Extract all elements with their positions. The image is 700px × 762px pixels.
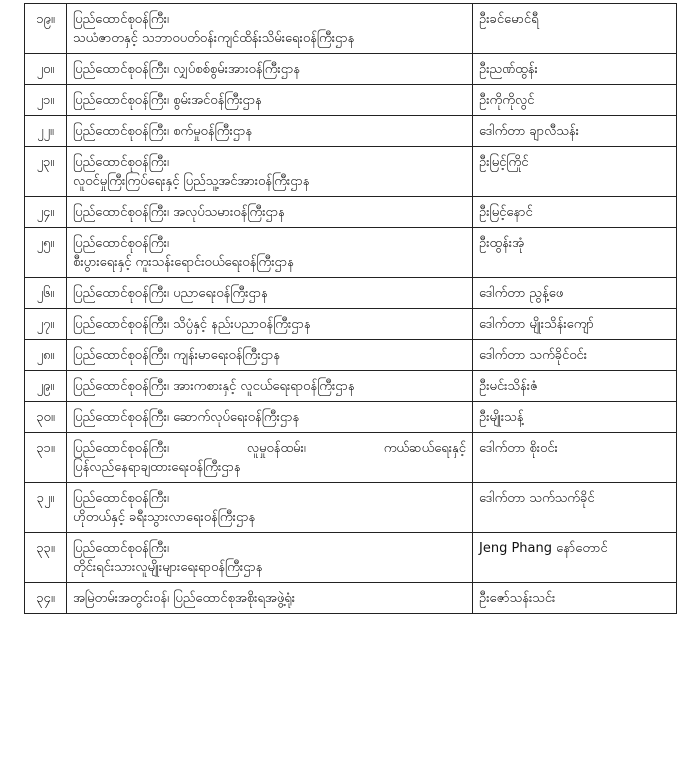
table-row xyxy=(25,483,677,533)
ministry-title xyxy=(67,116,473,147)
ministry-title xyxy=(67,433,473,483)
minister-name: ဒေါက်တာ သက်ခိုင်ဝင်း xyxy=(473,340,677,371)
ministry-title-line: တိုင်းရင်းသားလူမျိုးများရေးရာဝန်ကြီးဌာန xyxy=(73,560,263,575)
minister-name: ဦးညဏ်ထွန်း xyxy=(473,54,677,85)
ministers-table xyxy=(24,3,677,614)
table-row xyxy=(25,85,677,116)
row-number: ၂၄။ xyxy=(25,197,67,228)
ministry-title-line: ပြည်ထောင်စုဝန်ကြီး၊ xyxy=(73,155,169,170)
ministry-title-line: စီးပွားရေးနှင့် ကူးသန်းရောင်းဝယ်ရေးဝန်ကြီးဌာန xyxy=(73,255,294,270)
table-row xyxy=(25,583,677,614)
ministry-title-word: လူမှုဝန်ထမ်း၊ xyxy=(246,441,306,456)
table-row xyxy=(25,371,677,402)
ministry-title-line: ပြည်ထောင်စုဝန်ကြီး၊ xyxy=(73,491,169,506)
minister-name: ဦးထွန်းအုံ xyxy=(473,228,677,278)
table-row xyxy=(25,402,677,433)
minister-name: ဦးခင်မောင်ရီ xyxy=(473,4,677,54)
row-number: ၂၂။ xyxy=(25,116,67,147)
ministry-title xyxy=(67,278,473,309)
table-row xyxy=(25,197,677,228)
ministry-title-line: ပြည်ထောင်စုဝန်ကြီး၊ ကျန်းမာရေးဝန်ကြီးဌာန xyxy=(73,348,281,363)
ministry-title xyxy=(67,483,473,533)
minister-name: ဒေါက်တာ သက်သက်ခိုင် xyxy=(473,483,677,533)
minister-name: ဦးမျိုးသန့် xyxy=(473,402,677,433)
ministry-title-line: ပြည်ထောင်စုဝန်ကြီး၊ အားကစားနှင့် လူငယ်ရေးရာဝန်ကြီးဌာန xyxy=(73,379,355,394)
ministry-title-line: ပြည်ထောင်စုဝန်ကြီး၊ အလုပ်သမားဝန်ကြီးဌာန xyxy=(73,205,285,220)
table-row xyxy=(25,340,677,371)
ministry-title-line xyxy=(73,439,466,458)
ministry-title-word: ပြည်ထောင်စုဝန်ကြီး၊ xyxy=(73,441,169,456)
ministry-title xyxy=(67,309,473,340)
row-number: ၃၁။ xyxy=(25,433,67,483)
table-row xyxy=(25,54,677,85)
ministry-title-line: ပြန်လည်နေရာချထားရေးဝန်ကြီးဌာန xyxy=(73,460,241,475)
ministry-title xyxy=(67,54,473,85)
row-number: ၂၈။ xyxy=(25,340,67,371)
ministry-title-line: ပြည်ထောင်စုဝန်ကြီး၊ xyxy=(73,12,169,27)
minister-name: ဦးမြင့်ကြိုင် xyxy=(473,147,677,197)
row-number: ၃၄။ xyxy=(25,583,67,614)
row-number: ၁၉။ xyxy=(25,4,67,54)
ministry-title xyxy=(67,583,473,614)
ministry-title-line: သယံဇာတနှင့် သဘာဝပတ်ဝန်းကျင်ထိန်းသိမ်းရေးဝန်ကြီးဌာန xyxy=(73,31,355,46)
row-number: ၂၀။ xyxy=(25,54,67,85)
ministry-title-line: ပြည်ထောင်စုဝန်ကြီး၊ သိပ္ပံနှင့် နည်းပညာဝန်ကြီးဌာန xyxy=(73,317,311,332)
ministry-title xyxy=(67,147,473,197)
ministry-title xyxy=(67,228,473,278)
table-row xyxy=(25,147,677,197)
minister-name: ဦးကိုကိုလွင် xyxy=(473,85,677,116)
ministry-title xyxy=(67,85,473,116)
ministry-title-line: ပြည်ထောင်စုဝန်ကြီး၊ လျှပ်စစ်စွမ်းအားဝန်ကြီးဌာန xyxy=(73,62,301,77)
ministry-title-line: ပြည်ထောင်စုဝန်ကြီး၊ စွမ်းအင်ဝန်ကြီးဌာန xyxy=(73,93,262,108)
table-row xyxy=(25,4,677,54)
table-row xyxy=(25,309,677,340)
ministry-title-line: ဟိုတယ်နှင့် ခရီးသွားလာရေးဝန်ကြီးဌာန xyxy=(73,510,256,525)
ministry-title-line: လူဝင်မှုကြီးကြပ်ရေးနှင့် ပြည်သူ့အင်အားဝန်ကြီးဌာန xyxy=(73,174,310,189)
ministry-title-line: ပြည်ထောင်စုဝန်ကြီး၊ xyxy=(73,236,169,251)
row-number: ၂၃။ xyxy=(25,147,67,197)
row-number: ၃၂။ xyxy=(25,483,67,533)
minister-name: ဦးမင်းသိန်းဇံ xyxy=(473,371,677,402)
ministry-title-line: ပြည်ထောင်စုဝန်ကြီး၊ xyxy=(73,541,169,556)
ministry-title xyxy=(67,4,473,54)
table-row xyxy=(25,278,677,309)
row-number: ၃၀။ xyxy=(25,402,67,433)
ministry-title-line: အမြဲတမ်းအတွင်းဝန်၊ ပြည်ထောင်စုအစိုးရအဖွဲ့ရုံး xyxy=(73,591,296,606)
row-number: ၂၇။ xyxy=(25,309,67,340)
minister-name: ဦးဇော်သန်းသင်း xyxy=(473,583,677,614)
table-row xyxy=(25,433,677,483)
ministry-title xyxy=(67,533,473,583)
minister-name: Jeng Phang နော်တောင် xyxy=(473,533,677,583)
minister-name: ဒေါက်တာ မျိုးသိန်းကျော် xyxy=(473,309,677,340)
ministry-title-line: ပြည်ထောင်စုဝန်ကြီး၊ ပညာရေးဝန်ကြီးဌာန xyxy=(73,286,268,301)
ministry-title xyxy=(67,197,473,228)
minister-name: ဒေါက်တာ ချာလီသန်း xyxy=(473,116,677,147)
row-number: ၂၆။ xyxy=(25,278,67,309)
ministry-title xyxy=(67,402,473,433)
row-number: ၂၉။ xyxy=(25,371,67,402)
ministry-title xyxy=(67,340,473,371)
minister-name: ဦးမြင့်နောင် xyxy=(473,197,677,228)
ministry-title-line: ပြည်ထောင်စုဝန်ကြီး၊ ဆောက်လုပ်ရေးဝန်ကြီးဌာန xyxy=(73,410,300,425)
table-row xyxy=(25,116,677,147)
table-row xyxy=(25,228,677,278)
ministers-table-body xyxy=(25,4,677,614)
ministry-title xyxy=(67,371,473,402)
ministry-title-word: ကယ်ဆယ်ရေးနှင့် xyxy=(383,441,466,456)
table-row xyxy=(25,533,677,583)
ministry-title-line: ပြည်ထောင်စုဝန်ကြီး၊ စက်မှုဝန်ကြီးဌာန xyxy=(73,124,253,139)
minister-name: ဒေါက်တာ ညွန့်ဖေ xyxy=(473,278,677,309)
minister-name: ဒေါက်တာ စိုးဝင်း xyxy=(473,433,677,483)
row-number: ၃၃။ xyxy=(25,533,67,583)
row-number: ၂၅။ xyxy=(25,228,67,278)
row-number: ၂၁။ xyxy=(25,85,67,116)
